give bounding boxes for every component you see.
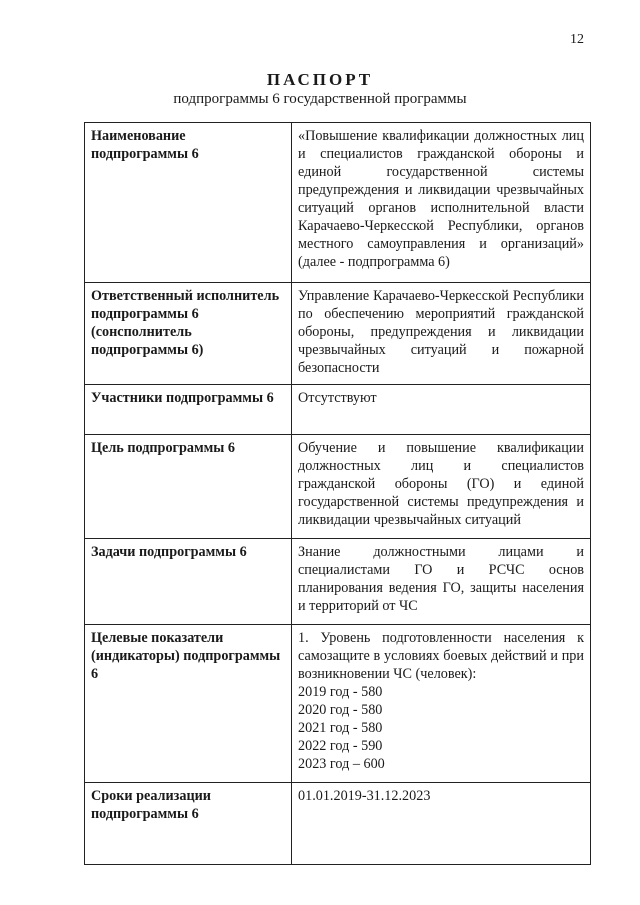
document-subtitle: подпрограммы 6 государственной программы	[173, 91, 467, 107]
row-label: Участники подпрограммы 6	[85, 385, 292, 435]
table-row-goal	[85, 435, 591, 539]
passport-table	[84, 122, 591, 865]
table-row-indicators	[85, 625, 591, 783]
row-label: Сроки реализации подпрограммы 6	[85, 783, 292, 865]
indicator-year-value: 2019 год - 580	[298, 684, 383, 700]
table-row-period	[85, 783, 591, 865]
row-value: Отсутствуют	[292, 385, 591, 435]
table-row-executor	[85, 283, 591, 385]
row-value-indicators	[292, 625, 591, 783]
row-value: 01.01.2019-31.12.2023	[292, 783, 591, 865]
indicator-description: 1. Уровень подготовленности населения к самозащите в условиях боевых действий и при возникновении ЧС (человек):	[298, 630, 584, 682]
row-value: «Повышение квалификации должностных лиц и специалистов гражданской обороны и единой государственной системы предупреждения и ликвидации чрезвычайных ситуаций органов исполнительной власти Карачаево-Черкесской Республики, органов местного самоуправления и организаций» (далее - подпрограмма 6)	[292, 123, 591, 283]
table-row-participants	[85, 385, 591, 435]
indicator-year-value: 2020 год - 580	[298, 702, 383, 718]
row-value: Обучение и повышение квалификации должностных лиц и специалистов гражданской обороны (ГО) и единой государственной системы предупреждения и ликвидации чрезвычайных ситуаций	[292, 435, 591, 539]
row-label: Ответственный исполнитель подпрограммы 6 (сонсполнитель подпрограммы 6)	[85, 283, 292, 385]
indicator-year-value: 2021 год - 580	[298, 720, 383, 736]
row-label: Цель подпрограммы 6	[85, 435, 292, 539]
document-title: ПАСПОРТ	[266, 70, 374, 89]
indicator-year-value: 2022 год - 590	[298, 738, 383, 754]
row-value: Управление Карачаево-Черкесской Республики по обеспечению мероприятий гражданской обороны, предупреждения и ликвидации чрезвычайных ситуаций и пожарной безопасности	[292, 283, 591, 385]
row-label: Задачи подпрограммы 6	[85, 539, 292, 625]
page-number: 12	[570, 32, 584, 47]
row-value: Знание должностными лицами и специалистами ГО и РСЧС основ планирования ведения ГО, защиты населения и территорий от ЧС	[292, 539, 591, 625]
row-label: Наименование подпрограммы 6	[85, 123, 292, 283]
table-row-tasks	[85, 539, 591, 625]
indicator-year-value: 2023 год – 600	[298, 756, 385, 772]
table-row-name	[85, 123, 591, 283]
row-label: Целевые показатели (индикаторы) подпрограммы 6	[85, 625, 292, 783]
